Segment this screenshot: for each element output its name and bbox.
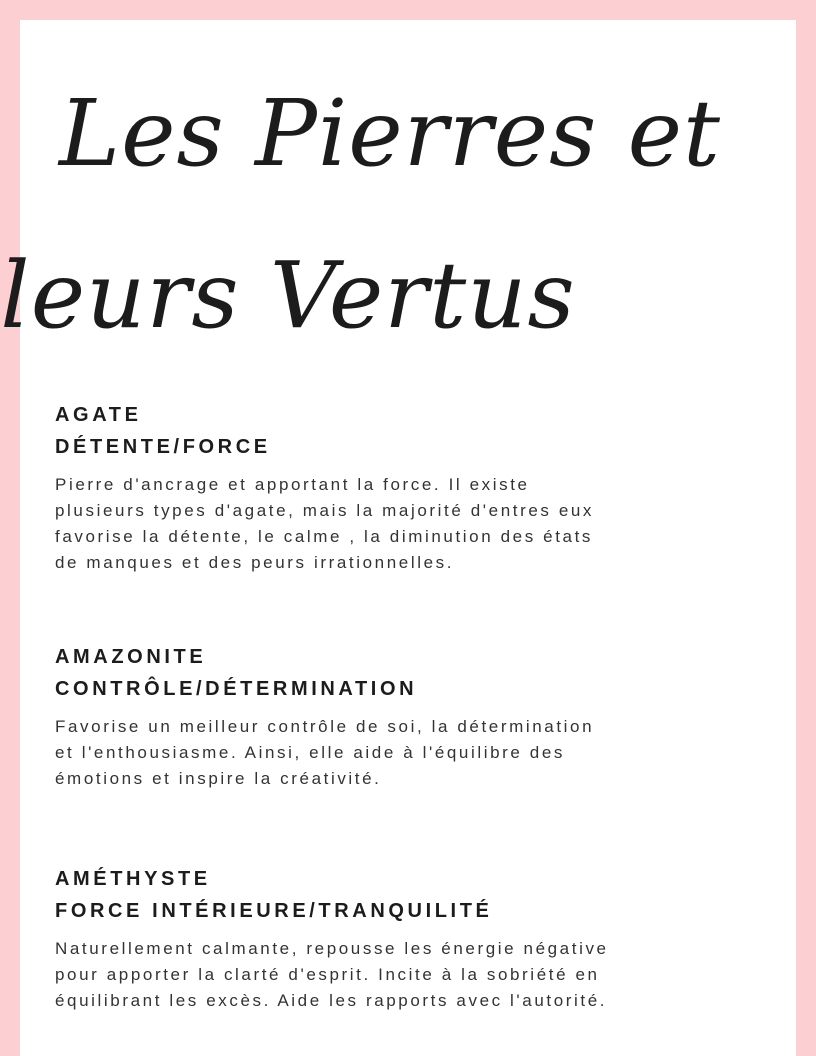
stone-virtue: DÉTENTE/FORCE: [55, 436, 271, 458]
title-line-2: leurs Vertus: [0, 242, 576, 349]
stone-name: AMAZONITE: [55, 646, 207, 668]
stone-entry-amethyste: [55, 863, 615, 1014]
stone-description: Naturellement calmante, repousse les énergie négative pour apporter la clarté d'esprit. Incite à la sobriété en équilibrant les excès. Aide les rapports avec l'autorité.: [55, 939, 609, 1010]
stone-name: AGATE: [55, 404, 142, 426]
title-line-1: Les Pierres et: [58, 80, 722, 187]
stone-virtue: CONTRÔLE/DÉTERMINATION: [55, 678, 418, 700]
document-page: [0, 20, 796, 1056]
stone-entry-amazonite: [55, 641, 615, 792]
stone-name: AMÉTHYSTE: [55, 868, 211, 890]
stone-description: Favorise un meilleur contrôle de soi, la détermination et l'enthousiasme. Ainsi, elle aide à l'équilibre des émotions et inspire la créativité.: [55, 717, 595, 788]
stone-description: Pierre d'ancrage et apportant la force. Il existe plusieurs types d'agate, mais la majorité d'entres eux favorise la détente, le calme , la diminution des états de manques et des peurs irrationnelles.: [55, 475, 595, 572]
stone-entry-agate: [55, 399, 615, 576]
stone-virtue: FORCE INTÉRIEURE/TRANQUILITÉ: [55, 900, 493, 922]
